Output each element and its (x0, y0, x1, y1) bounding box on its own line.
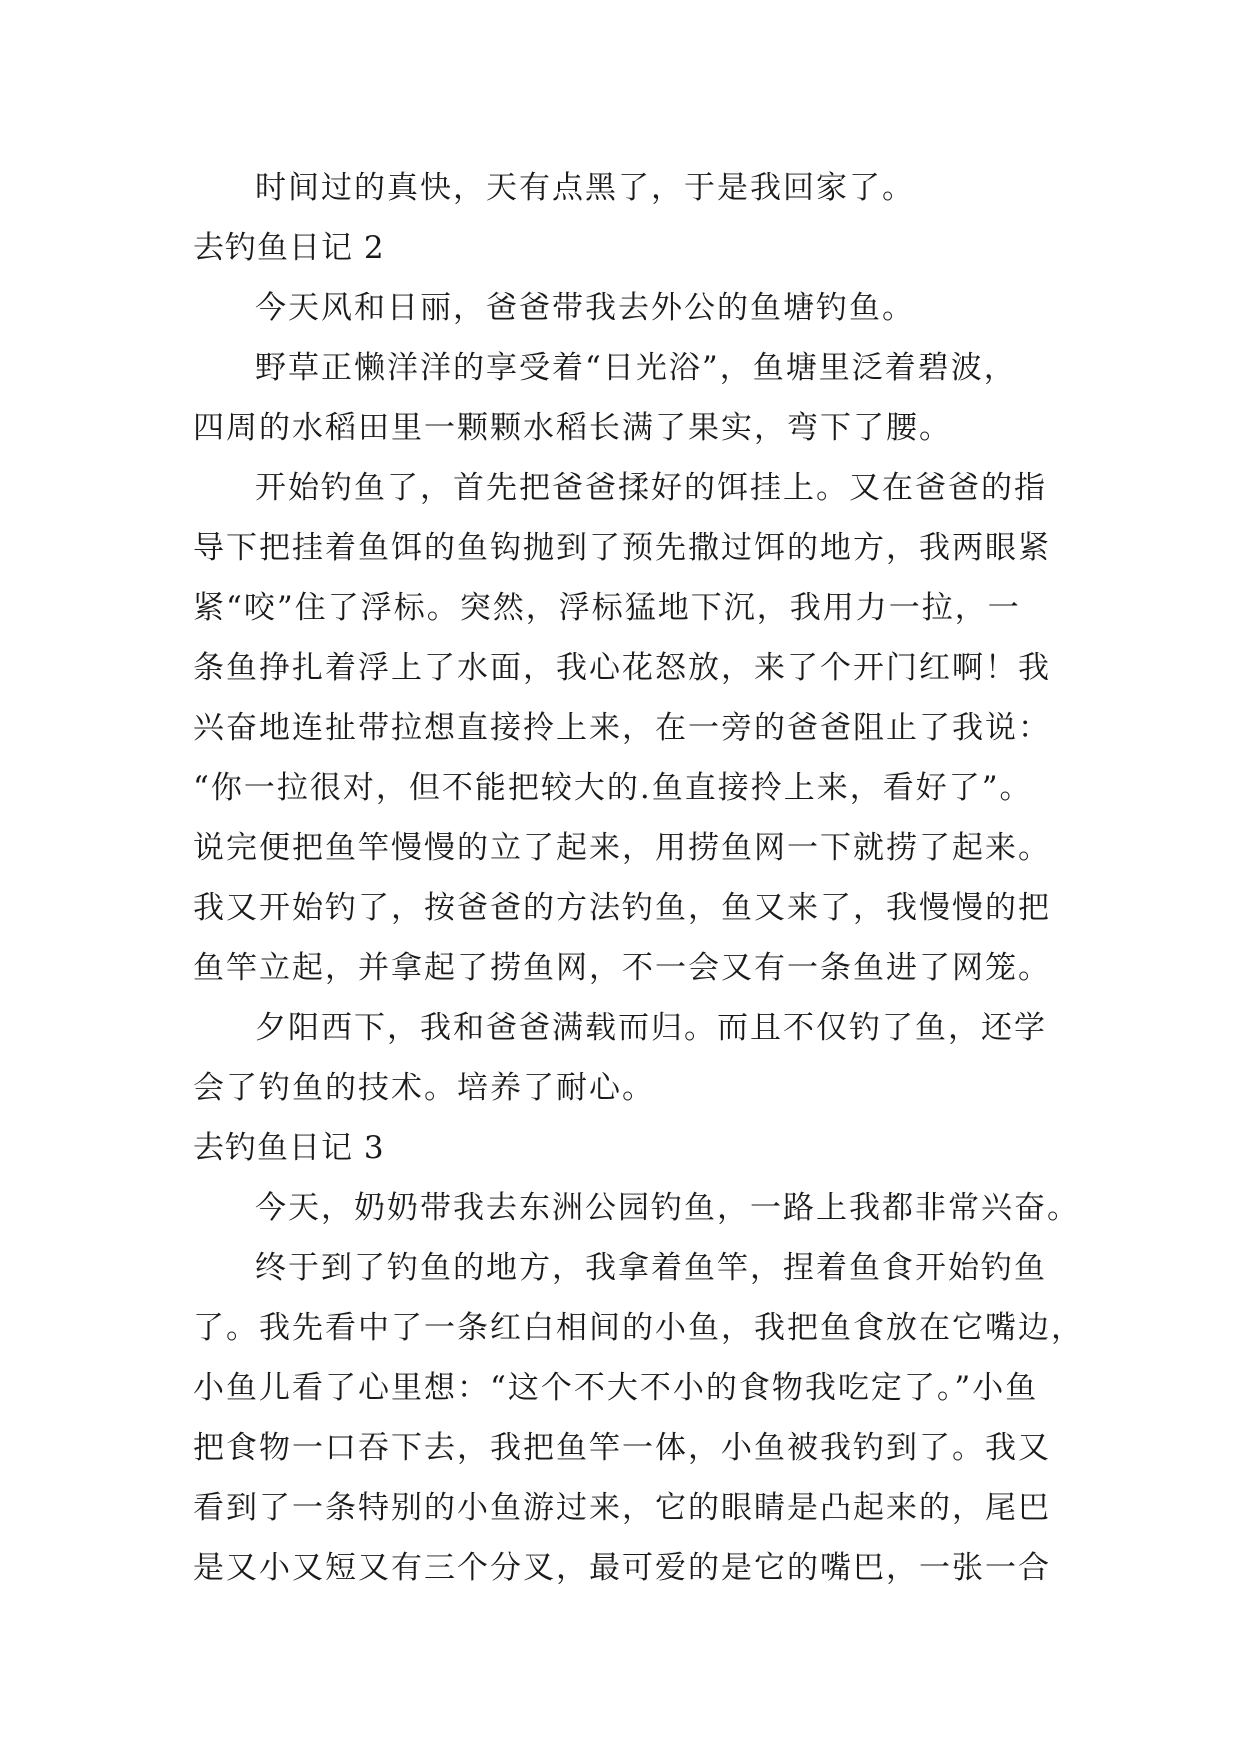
paragraph-line: 时间过的真快，天有点黑了，于是我回家了。 (255, 170, 915, 206)
section-heading: 去钓鱼日记 2 (193, 230, 385, 266)
paragraph-line: 小鱼儿看了心里想：“这个不大不小的食物我吃定了。”小鱼 (193, 1370, 1039, 1406)
paragraph-line: 把食物一口吞下去，我把鱼竿一体，小鱼被我钓到了。我又 (193, 1430, 1051, 1466)
paragraph-line: 会了钓鱼的技术。培养了耐心。 (193, 1070, 655, 1106)
paragraph-line: 说完便把鱼竿慢慢的立了起来，用捞鱼网一下就捞了起来。 (193, 830, 1051, 866)
paragraph-line: 鱼竿立起，并拿起了捞鱼网，不一会又有一条鱼进了网笼。 (193, 950, 1051, 986)
paragraph-line: 看到了一条特别的小鱼游过来，它的眼睛是凸起来的，尾巴 (193, 1490, 1051, 1526)
paragraph-line: 了。我先看中了一条红白相间的小鱼，我把鱼食放在它嘴边， (193, 1310, 1084, 1346)
paragraph-line: 开始钓鱼了，首先把爸爸揉好的饵挂上。又在爸爸的指 (255, 470, 1047, 506)
paragraph-line: 今天风和日丽，爸爸带我去外公的鱼塘钓鱼。 (255, 290, 915, 326)
paragraph-line: 终于到了钓鱼的地方，我拿着鱼竿，捏着鱼食开始钓鱼 (255, 1250, 1047, 1286)
paragraph-line: 条鱼挣扎着浮上了水面，我心花怒放，来了个开门红啊！我 (193, 650, 1051, 686)
paragraph-line: 四周的水稻田里一颗颗水稻长满了果实，弯下了腰。 (193, 410, 952, 446)
paragraph-line: 兴奋地连扯带拉想直接拎上来，在一旁的爸爸阻止了我说： (193, 710, 1051, 746)
paragraph-line: 我又开始钓了，按爸爸的方法钓鱼，鱼又来了，我慢慢的把 (193, 890, 1051, 926)
section-heading: 去钓鱼日记 3 (193, 1130, 385, 1166)
paragraph-line: “你一拉很对，但不能把较大的.鱼直接拎上来，看好了”。 (193, 770, 1033, 806)
paragraph-line: 导下把挂着鱼饵的鱼钩抛到了预先撒过饵的地方，我两眼紧 (193, 530, 1051, 566)
paragraph-line: 今天，奶奶带我去东洲公园钓鱼，一路上我都非常兴奋。 (255, 1190, 1080, 1226)
paragraph-line: 是又小又短又有三个分叉，最可爱的是它的嘴巴，一张一合 (193, 1550, 1051, 1586)
paragraph-line: 紧“咬”住了浮标。突然，浮标猛地下沉，我用力一拉，一 (193, 590, 1021, 626)
paragraph-line: 夕阳西下，我和爸爸满载而归。而且不仅钓了鱼，还学 (255, 1010, 1047, 1046)
paragraph-line: 野草正懒洋洋的享受着“日光浴”，鱼塘里泛着碧波， (255, 350, 1017, 386)
